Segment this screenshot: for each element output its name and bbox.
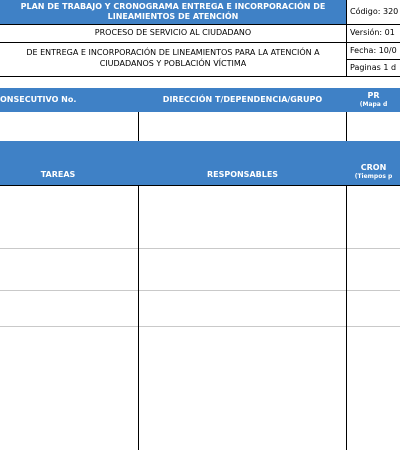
direccion-value	[138, 112, 347, 141]
table2-divider-1	[138, 186, 139, 450]
table1-divider-1	[138, 112, 139, 141]
tareas-header-label: TAREAS	[40, 170, 76, 179]
table2-row-rule-2	[0, 290, 400, 291]
cronograma-header-line1: CRON	[360, 163, 387, 172]
fecha-field: Fecha: 10/0	[350, 46, 397, 55]
document-title-line1: PLAN DE TRABAJO Y CRONOGRAMA ENTREGA E INCORPORACIÓN DE	[20, 2, 326, 11]
cronograma-header	[347, 141, 400, 185]
document-subtitle-line2: CIUDADANOS Y POBLACIÓN VÍCTIMA	[99, 59, 247, 68]
table-row	[0, 186, 400, 248]
document-subtitle-line1: DE ENTREGA E INCORPORACIÓN DE LINEAMIENTOS PARA LA ATENCIÓN A	[26, 48, 320, 57]
table2-row-rule-3	[0, 326, 400, 327]
codigo-field: Código: 320	[350, 7, 399, 16]
responsables-header: RESPONSABLES	[138, 141, 347, 185]
proceso-value	[347, 112, 400, 141]
document-subtitle	[0, 42, 346, 76]
direccion-header: DIRECCIÓN T/DEPENDENCIA/GRUPO	[138, 88, 347, 112]
process-name: PROCESO DE SERVICIO AL CIUDADANO	[94, 28, 252, 37]
table-row	[0, 290, 400, 326]
header-rule-1	[0, 24, 400, 25]
table-row	[0, 248, 400, 290]
table2-row-rule-1	[0, 248, 400, 249]
consecutivo-header-label: ONSECUTIVO No.	[0, 95, 77, 104]
document-title	[0, 0, 346, 24]
tareas-header	[0, 141, 138, 185]
table2-divider-2	[346, 186, 347, 450]
table1-divider-2	[346, 112, 347, 141]
proceso-header-line1: PR	[367, 91, 380, 100]
header-divider-vertical	[346, 0, 347, 76]
proceso-header	[347, 88, 400, 112]
version-field: Versión: 01	[350, 28, 395, 37]
consecutivo-value	[0, 112, 138, 141]
proceso-header-line2: (Mapa d	[359, 101, 388, 108]
header-rule-3	[346, 59, 400, 60]
header-rule-2	[0, 42, 400, 43]
document-title-line2: LINEAMIENTOS DE ATENCIÓN	[107, 12, 239, 21]
table-row	[0, 326, 400, 450]
header-rule-4	[0, 76, 400, 77]
consecutivo-header	[0, 88, 138, 112]
cronograma-header-line2: (Tiempos p	[354, 173, 393, 180]
paginas-field: Paginas 1 d	[350, 63, 397, 72]
